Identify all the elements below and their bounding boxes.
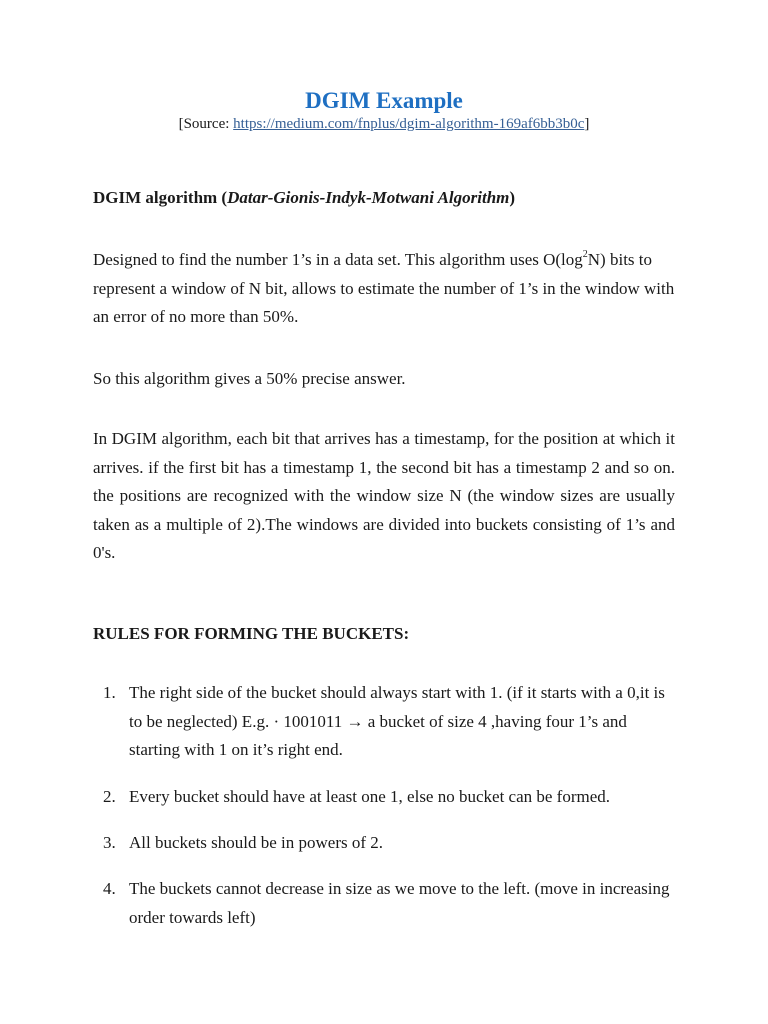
paragraph-precision: So this algorithm gives a 50% precise answer.	[93, 369, 406, 388]
list-item-text: Every bucket should have at least one 1, else no bucket can be formed.	[129, 787, 611, 806]
rules-heading: RULES FOR FORMING THE BUCKETS:	[93, 624, 410, 643]
source-citation	[0, 114, 768, 134]
section-heading-close: )	[509, 188, 516, 207]
list-item-text: The right side of the bucket should always start with 1. (if it starts with a 0,it is to be neglected) E.g. · 1001011 → a bucket of size 4 ,having four 1’s and starting with 1 on it’s right end.	[129, 683, 665, 759]
list-item-number: 3.	[103, 833, 116, 852]
list-item-number: 4.	[103, 879, 116, 898]
source-link[interactable]: https://medium.com/fnplus/dgim-algorithm-169af6bb3b0c	[233, 116, 585, 132]
section-heading-italic: Datar-Gionis-Indyk-Motwani Algorithm	[227, 188, 510, 207]
list-item-text: All buckets should be in powers of 2.	[129, 833, 384, 852]
paragraph-intro-rest: bits to represent a window of N bit, allows to estimate the number of 1’s in the window with an error of no more than 50%.	[93, 250, 675, 326]
source-prefix: [Source:	[178, 116, 234, 132]
paragraph-intro	[93, 246, 675, 332]
list-item-text: The buckets cannot decrease in size as we move to the left. (move in increasing order towards left)	[129, 879, 670, 927]
list-item-number: 1.	[103, 683, 116, 702]
source-suffix: ]	[584, 116, 590, 132]
paragraph-intro-line1-end: N)	[587, 250, 606, 269]
list-item-number: 2.	[103, 787, 116, 806]
section-heading	[93, 184, 515, 212]
superscript-2: 2	[582, 249, 588, 261]
paragraph-timestamp: In DGIM algorithm, each bit that arrives has a timestamp, for the position at which it arrives. if the first bit has a timestamp 1, the second bit has a timestamp 2 and so on. the positions are recognized with the window size N (the window sizes are usually taken as a multiple of 2).The windows are divided into buckets consisting of 1’s and 0's.	[93, 429, 675, 562]
page-title: DGIM Example	[305, 88, 463, 113]
paragraph-intro-line1: Designed to find the number 1’s in a data set. This algorithm uses O(log	[93, 250, 583, 269]
section-heading-main: DGIM algorithm (	[93, 188, 228, 207]
